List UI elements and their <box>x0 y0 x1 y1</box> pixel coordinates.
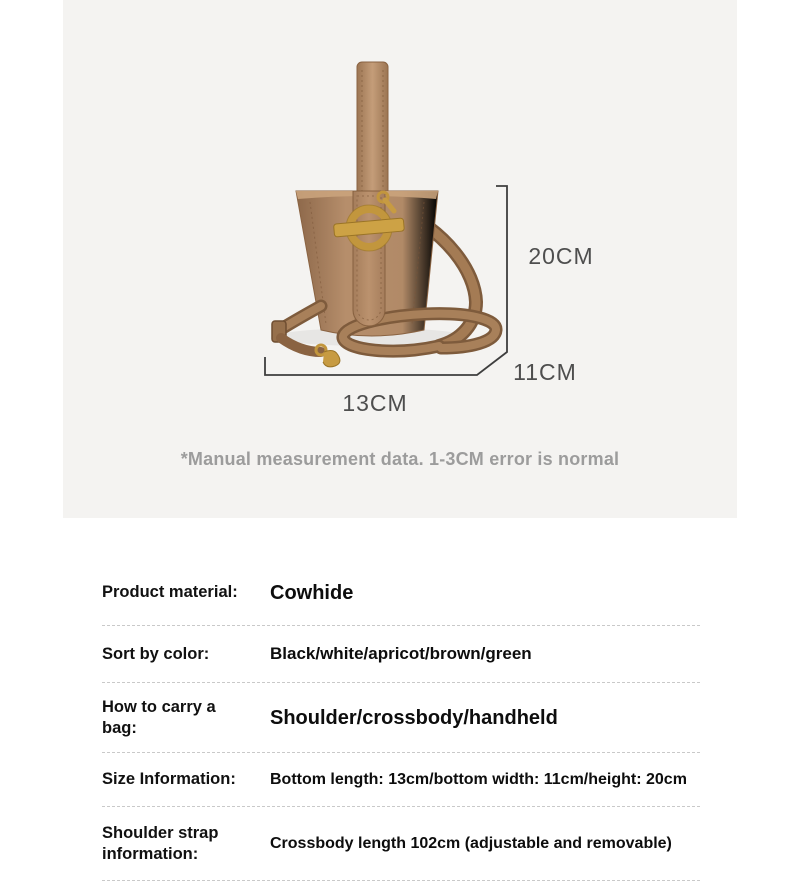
product-photo-panel <box>63 0 737 518</box>
measurement-disclaimer: *Manual measurement data. 1-3CM error is normal <box>180 449 620 469</box>
spec-label: Size Information: <box>102 770 236 789</box>
dimension-label-height: 20CM <box>528 243 594 269</box>
spec-row-strap <box>102 807 700 881</box>
spec-value: Black/white/apricot/brown/green <box>270 643 532 663</box>
bag-illustration <box>63 0 737 518</box>
spec-label: How to carry a bag: <box>102 697 216 737</box>
spec-label: Sort by color: <box>102 644 210 663</box>
spec-row-carry <box>102 683 700 753</box>
spec-label: Shoulder strap information: <box>102 823 219 863</box>
dimension-label-length: 13CM <box>342 390 408 416</box>
spec-row-color <box>102 626 700 683</box>
spec-table <box>102 560 700 881</box>
spec-value: Shoulder/crossbody/handheld <box>270 706 558 729</box>
spec-value: Crossbody length 102cm (adjustable and removable) <box>270 834 672 852</box>
dimension-label-width: 11CM <box>513 359 577 385</box>
spec-value: Cowhide <box>270 581 354 604</box>
spec-value: Bottom length: 13cm/bottom width: 11cm/height: 20cm <box>270 770 687 788</box>
spec-row-size <box>102 753 700 807</box>
bag-handle <box>357 62 388 196</box>
spec-row-material <box>102 560 700 626</box>
spec-label: Product material: <box>102 583 238 602</box>
